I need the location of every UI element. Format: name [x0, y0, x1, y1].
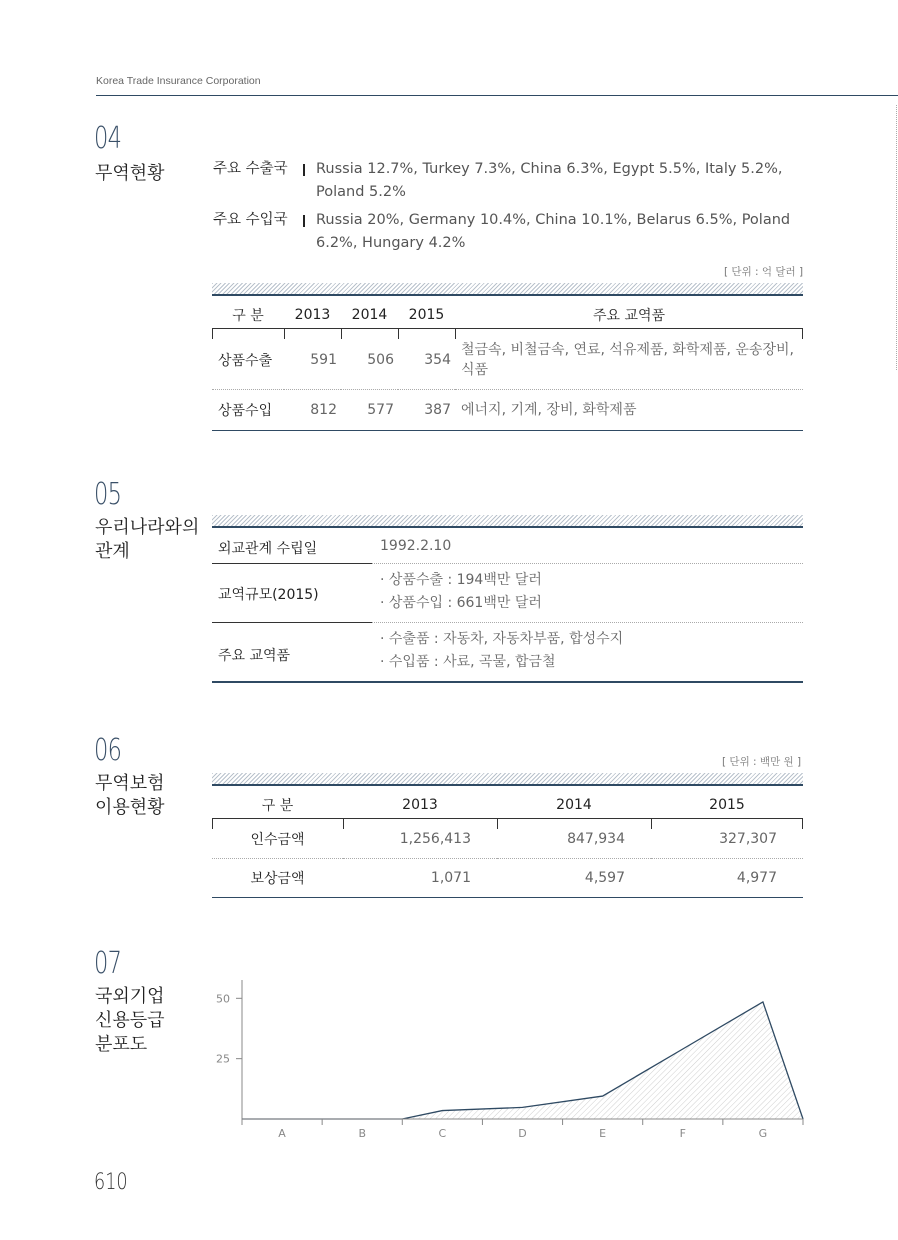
- column-tick-row: [212, 328, 803, 341]
- relations-line: · 수입품 : 사료, 곡물, 합금철: [380, 654, 556, 670]
- x-tick-label: G: [758, 1127, 768, 1140]
- trade-table: [212, 299, 803, 431]
- unit-label: [ 단위 : 억 달러 ]: [724, 266, 804, 278]
- relations-key: 주요 교역품: [218, 648, 291, 664]
- column-tick: [284, 329, 285, 339]
- section-07-title-line1: 국외기업: [95, 986, 165, 1007]
- row-label: 상품수입: [212, 390, 284, 431]
- x-tick-label: D: [518, 1127, 527, 1140]
- section-06-title-line2: 이용현황: [95, 797, 165, 818]
- relations-line: · 수출품 : 자동차, 자동차부품, 합성수지: [380, 631, 624, 647]
- relations-row: [212, 623, 803, 681]
- x-tick-label: B: [358, 1127, 366, 1140]
- row-label: 인수금액: [212, 820, 343, 859]
- cell-value: 1,256,413: [343, 820, 497, 859]
- cell-value: 4,977: [651, 859, 803, 898]
- col-header: 2013: [402, 796, 438, 813]
- col-header: 2013: [294, 306, 331, 323]
- section-05-title: [95, 516, 199, 564]
- section-07-title: [95, 985, 165, 1057]
- chart-plot-area: [216, 980, 803, 1140]
- x-tick-label: E: [599, 1127, 607, 1140]
- credit-rating-chart: [200, 975, 810, 1150]
- relations-value: [380, 628, 623, 674]
- column-tick: [497, 819, 498, 829]
- column-tick: [341, 329, 342, 339]
- cell-value: 1,071: [343, 859, 497, 898]
- import-value: Russia 20%, Germany 10.4%, China 10.1%, Belarus 6.5%, Poland 6.2%, Hungary 4.2%: [316, 212, 791, 251]
- relations-value: [380, 569, 542, 615]
- relations-row: [212, 564, 803, 622]
- relations-key: 외교관계 수립일: [218, 541, 318, 557]
- section-05-number: 05: [94, 477, 122, 512]
- relations-line: 1992.2.10: [380, 538, 452, 554]
- section-04-number: 04: [94, 121, 122, 156]
- column-tick: [651, 819, 652, 829]
- section-06-title-line1: 무역보험: [95, 773, 165, 794]
- relations-line: · 상품수출 : 194백만 달러: [380, 572, 542, 588]
- column-tick-row: [212, 818, 803, 831]
- cell-value: 847,934: [497, 820, 651, 859]
- section-05-title-line1: 우리나라와의: [95, 517, 200, 538]
- column-tick: [455, 329, 456, 339]
- column-tick: [802, 329, 803, 339]
- export-label: 주요 수출국: [213, 161, 288, 177]
- cell-value: 591: [284, 330, 341, 390]
- table-header-hatch: [212, 283, 803, 296]
- section-06-number: 06: [94, 733, 122, 768]
- x-tick-label: A: [278, 1127, 286, 1140]
- area-fill: [242, 1002, 803, 1119]
- col-header: 2014: [351, 306, 388, 323]
- column-tick: [398, 329, 399, 339]
- col-header: 2014: [556, 796, 592, 813]
- header-org: Korea Trade Insurance Corporation: [96, 75, 261, 87]
- label-bar: [303, 164, 305, 176]
- column-tick: [212, 819, 213, 829]
- column-tick: [212, 329, 213, 339]
- column-tick: [343, 819, 344, 829]
- table-header-row: [212, 789, 803, 820]
- cell-value: 327,307: [651, 820, 803, 859]
- page-number: 610: [94, 1170, 128, 1195]
- table-header-row: [212, 299, 803, 330]
- relations-row: [212, 530, 803, 564]
- x-tick-label: C: [438, 1127, 447, 1140]
- cell-value: 354: [398, 330, 455, 390]
- relations-line: · 상품수입 : 661백만 달러: [380, 595, 542, 611]
- y-tick-label: 25: [216, 1052, 230, 1066]
- label-bar: [303, 215, 305, 227]
- col-header: 구 분: [261, 797, 294, 814]
- row-label: 상품수출: [212, 330, 284, 390]
- section-07-title-line3: 분포도: [95, 1034, 148, 1055]
- cell-value: 4,597: [497, 859, 651, 898]
- table-row: [212, 390, 803, 431]
- export-value: Russia 12.7%, Turkey 7.3%, China 6.3%, Egypt 5.5%, Italy 5.2%, Poland 5.2%: [316, 161, 783, 200]
- cell-goods: 철금속, 비철금속, 연료, 석유제품, 화학제품, 운송장비, 식품: [455, 330, 803, 390]
- header-rule: [96, 95, 898, 96]
- row-label: 보상금액: [212, 859, 343, 898]
- x-tick-label: F: [679, 1127, 686, 1140]
- insurance-table: [212, 789, 803, 898]
- relations-key: 교역규모(2015): [218, 587, 319, 603]
- relations-value: [380, 535, 451, 558]
- cell-value: 506: [341, 330, 398, 390]
- unit-label: [ 단위 : 백만 원 ]: [722, 756, 802, 768]
- col-header: 구 분: [232, 307, 264, 324]
- col-header: 2015: [709, 796, 745, 813]
- cell-value: 577: [341, 390, 398, 431]
- section-07-number: 07: [94, 946, 122, 981]
- col-header: 2015: [408, 306, 445, 323]
- cell-value: 387: [398, 390, 455, 431]
- cell-goods: 에너지, 기계, 장비, 화학제품: [455, 390, 803, 431]
- import-label: 주요 수입국: [213, 212, 288, 228]
- section-06-title: [95, 772, 165, 820]
- table-bottom-rule: [212, 681, 803, 683]
- side-dotted-rule: [896, 105, 897, 370]
- column-tick: [802, 819, 803, 829]
- table-row: [212, 859, 803, 898]
- col-header: 주요 교역품: [592, 307, 666, 324]
- table-header-hatch: [212, 515, 803, 528]
- table-header-hatch: [212, 773, 803, 786]
- y-tick-label: 50: [216, 992, 230, 1006]
- section-05-title-line2: 관계: [95, 541, 130, 562]
- section-04-title: 무역현황: [95, 163, 165, 184]
- cell-value: 812: [284, 390, 341, 431]
- section-07-title-line2: 신용등급: [95, 1010, 165, 1031]
